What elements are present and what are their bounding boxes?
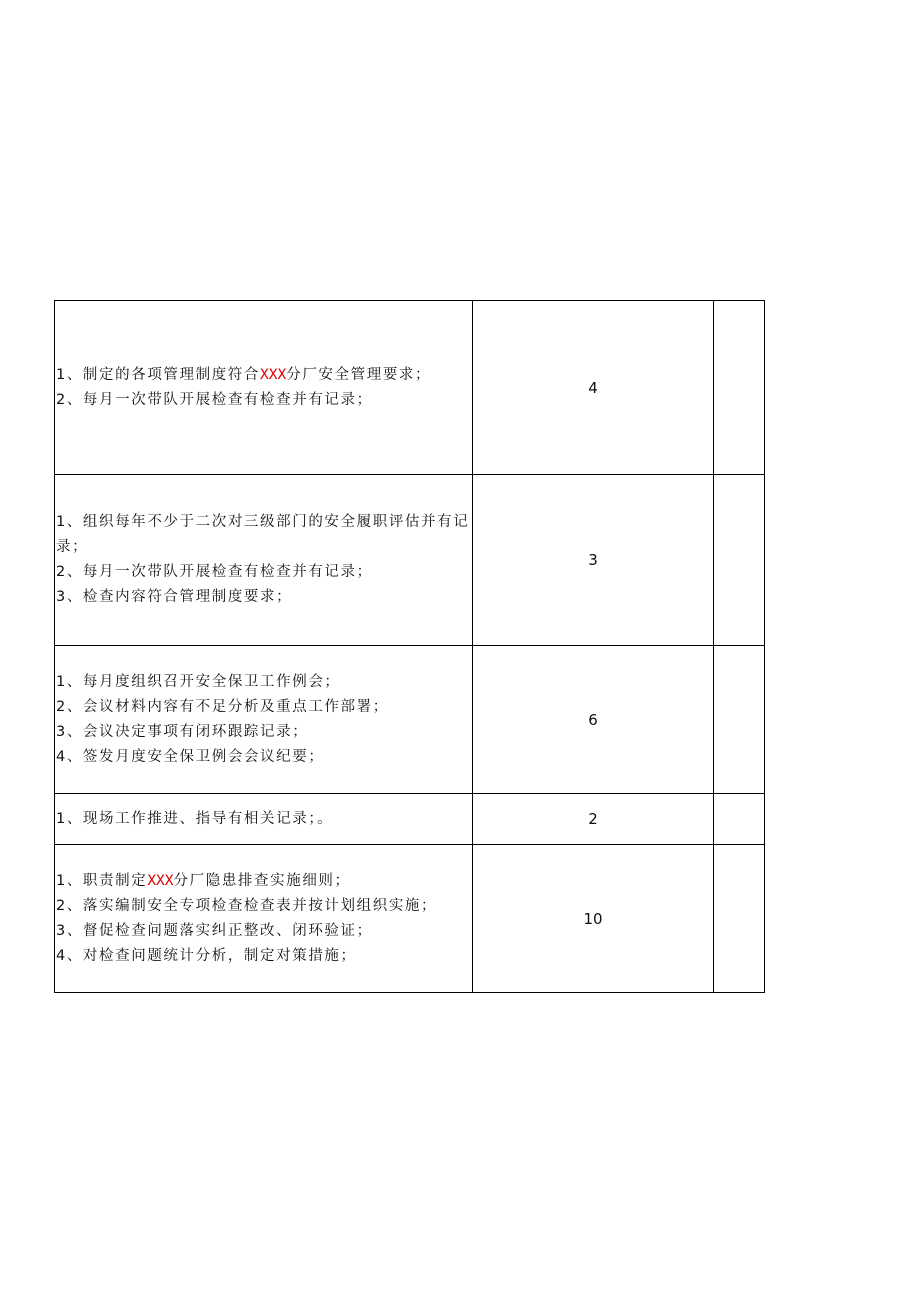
criteria-text: 3、会议决定事项有闭环跟踪记录； xyxy=(56,723,309,740)
placeholder-text: XXX xyxy=(147,872,174,889)
placeholder-text: XXX xyxy=(260,366,287,383)
criteria-line xyxy=(55,944,472,969)
criteria-line xyxy=(55,695,472,720)
criteria-line xyxy=(55,919,472,944)
criteria-text: 4、对检查问题统计分析，制定对策措施； xyxy=(56,947,357,964)
criteria-line xyxy=(55,869,472,894)
table-row xyxy=(55,845,765,993)
blank-cell xyxy=(714,301,765,475)
criteria-text: 分厂隐患排查实施细则； xyxy=(173,872,351,889)
criteria-line xyxy=(55,363,472,388)
table-row xyxy=(55,301,765,475)
criteria-line xyxy=(55,388,472,413)
table-row xyxy=(55,794,765,845)
blank-cell xyxy=(714,794,765,845)
table-row xyxy=(55,646,765,794)
criteria-text: 2、每月一次带队开展检查有检查并有记录； xyxy=(56,564,373,580)
table-row xyxy=(55,475,765,646)
score-cell: 3 xyxy=(473,475,714,646)
assessment-table xyxy=(54,300,765,993)
criteria-line xyxy=(55,807,472,832)
criteria-text: 2、落实编制安全专项检查检查表并按计划组织实施； xyxy=(56,897,438,914)
criteria-cell xyxy=(55,301,473,475)
criteria-text: 3、督促检查问题落实纠正整改、闭环验证； xyxy=(56,922,373,939)
criteria-cell xyxy=(55,845,473,993)
criteria-line xyxy=(55,585,472,610)
criteria-cell xyxy=(55,646,473,794)
score-cell: 10 xyxy=(473,845,714,993)
score-cell: 6 xyxy=(473,646,714,794)
criteria-text: 1、制定的各项管理制度符合 xyxy=(56,366,261,383)
criteria-text: 2、会议材料内容有不足分析及重点工作部署； xyxy=(56,698,389,715)
criteria-line xyxy=(55,670,472,695)
criteria-text: 2、每月一次带队开展检查有检查并有记录； xyxy=(56,391,373,408)
blank-cell xyxy=(714,646,765,794)
blank-cell xyxy=(714,475,765,646)
criteria-line xyxy=(55,745,472,770)
criteria-line xyxy=(55,560,472,585)
criteria-line xyxy=(55,720,472,745)
criteria-line xyxy=(55,894,472,919)
criteria-cell xyxy=(55,475,473,646)
criteria-text: 1、职责制定 xyxy=(56,872,148,889)
criteria-cell xyxy=(55,794,473,845)
blank-cell xyxy=(714,845,765,993)
score-cell: 4 xyxy=(473,301,714,475)
criteria-text: 分厂安全管理要求； xyxy=(286,366,432,383)
criteria-text: 1、组织每年不少于二次对三级部门的安全履职评估并有记录； xyxy=(56,514,470,555)
score-cell: 2 xyxy=(473,794,714,845)
criteria-line xyxy=(55,510,472,560)
criteria-text: 1、每月度组织召开安全保卫工作例会； xyxy=(56,673,341,690)
criteria-text: 3、检查内容符合管理制度要求； xyxy=(56,589,293,605)
criteria-text: 4、签发月度安全保卫例会会议纪要； xyxy=(56,748,325,765)
criteria-text: 1、现场工作推进、指导有相关记录；。 xyxy=(56,810,334,827)
